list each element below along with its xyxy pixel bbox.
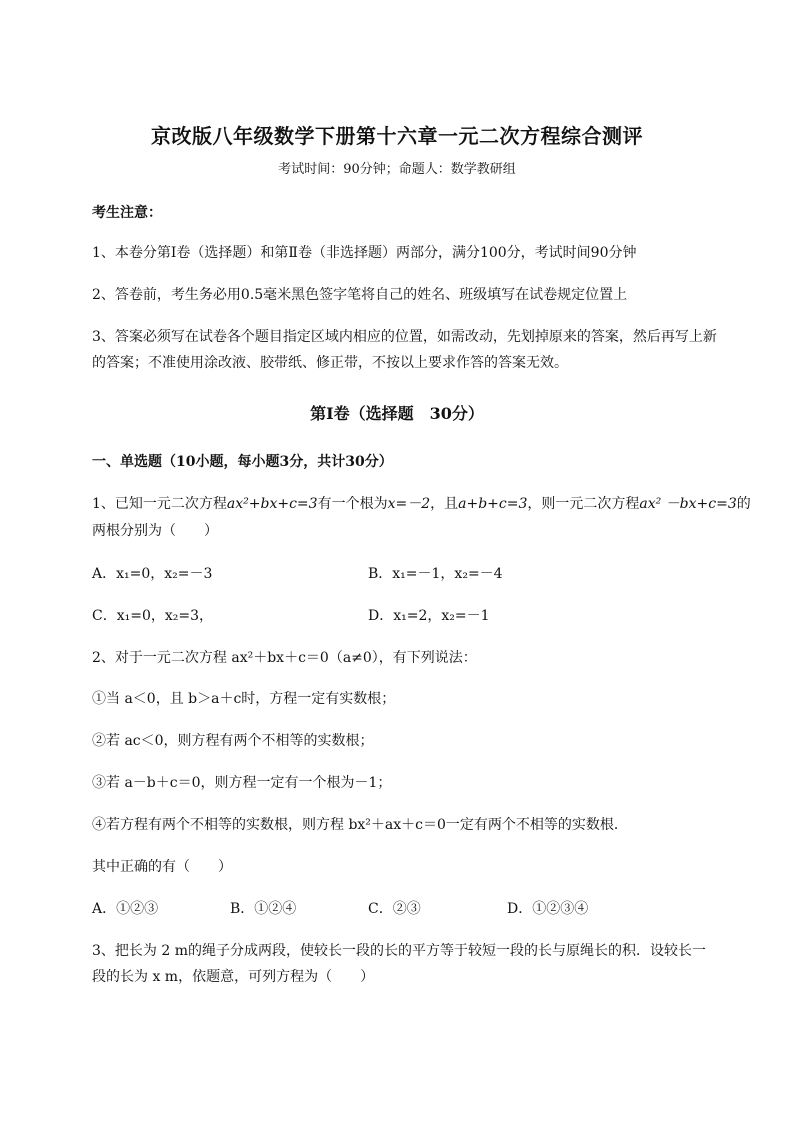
notice-item-3-line2: 的答案；不准使用涂改液、胶带纸、修正带，不按以上要求作答的答案无效。 <box>92 355 568 371</box>
question-3-stem-line2: 段的长为 x m，依题意，可列方程为（ ） <box>92 969 375 985</box>
q1-text-d: ，则一元二次方程 <box>527 496 640 512</box>
q1-option-c: C．x₁=0，x₂=3， <box>92 608 214 624</box>
q2-option-a: A．①②③ <box>92 901 159 917</box>
q1-equation-2: ax² －bx+c=3 <box>639 496 737 512</box>
notice-item-2: 2、答卷前，考生务必用0.5毫米黑色签字笔将自己的姓名、班级填写在试卷规定位置上 <box>92 287 628 303</box>
notice-item-3-line1: 3、答案必须写在试卷各个题目指定区域内相应的位置，如需改动，先划掉原来的答案，然后再写上新 <box>92 329 717 345</box>
question-1-stem <box>92 493 751 513</box>
q1-text-a: 1、已知一元二次方程 <box>92 496 227 512</box>
q2-statement-3: ③若 a－b＋c＝0，则方程一定有一个根为－1； <box>92 775 392 791</box>
question-1-stem-line2: 两根分别为（ ） <box>92 523 218 539</box>
section-heading: 一、单选题（10小题，每小题3分，共计30分） <box>92 454 393 470</box>
q2-option-c: C．②③ <box>368 901 421 917</box>
q1-option-d: D．x₁=2，x₂=－1 <box>368 608 490 624</box>
q1-equation-1: ax²+bx+c=3 <box>226 496 318 512</box>
q1-option-a: A．x₁=0，x₂=－3 <box>92 566 213 582</box>
part-one-title: 第I卷（选择题 30分） <box>310 404 484 423</box>
notice-heading: 考生注意： <box>92 205 162 221</box>
q2-option-b: B．①②④ <box>230 901 297 917</box>
exam-info: 考试时间：90分钟；命题人：数学教研组 <box>278 162 516 177</box>
q2-statement-2: ②若 ac＜0，则方程有两个不相等的实数根； <box>92 733 374 749</box>
q1-text-c: ，且 <box>430 496 459 512</box>
q2-option-d: D．①②③④ <box>507 901 589 917</box>
q1-condition: a+b+c=3 <box>458 496 528 512</box>
q1-text-e: 的 <box>736 496 751 512</box>
q1-option-b: B．x₁=－1，x₂=－4 <box>368 566 503 582</box>
q2-ask: 其中正确的有（ ） <box>92 859 232 875</box>
q2-statement-4: ④若方程有两个不相等的实数根，则方程 bx²＋ax＋c＝0一定有两个不相等的实数根． <box>92 817 628 833</box>
q1-root: x=－2 <box>387 496 431 512</box>
page-title: 京改版八年级数学下册第十六章一元二次方程综合测评 <box>151 124 643 148</box>
q1-text-b: 有一个根为 <box>317 496 388 512</box>
notice-item-1: 1、本卷分第I卷（选择题）和第Ⅱ卷（非选择题）两部分，满分100分，考试时间90分钟 <box>92 245 637 261</box>
q2-statement-1: ①当 a＜0，且 b＞a＋c时，方程一定有实数根； <box>92 691 396 707</box>
question-2-stem: 2、对于一元二次方程 ax²＋bx＋c＝0（a≠0），有下列说法： <box>92 650 477 666</box>
question-3-stem-line1: 3、把长为 2 m的绳子分成两段，使较长一段的长的平方等于较短一段的长与原绳长的积．设较长一 <box>92 943 706 959</box>
